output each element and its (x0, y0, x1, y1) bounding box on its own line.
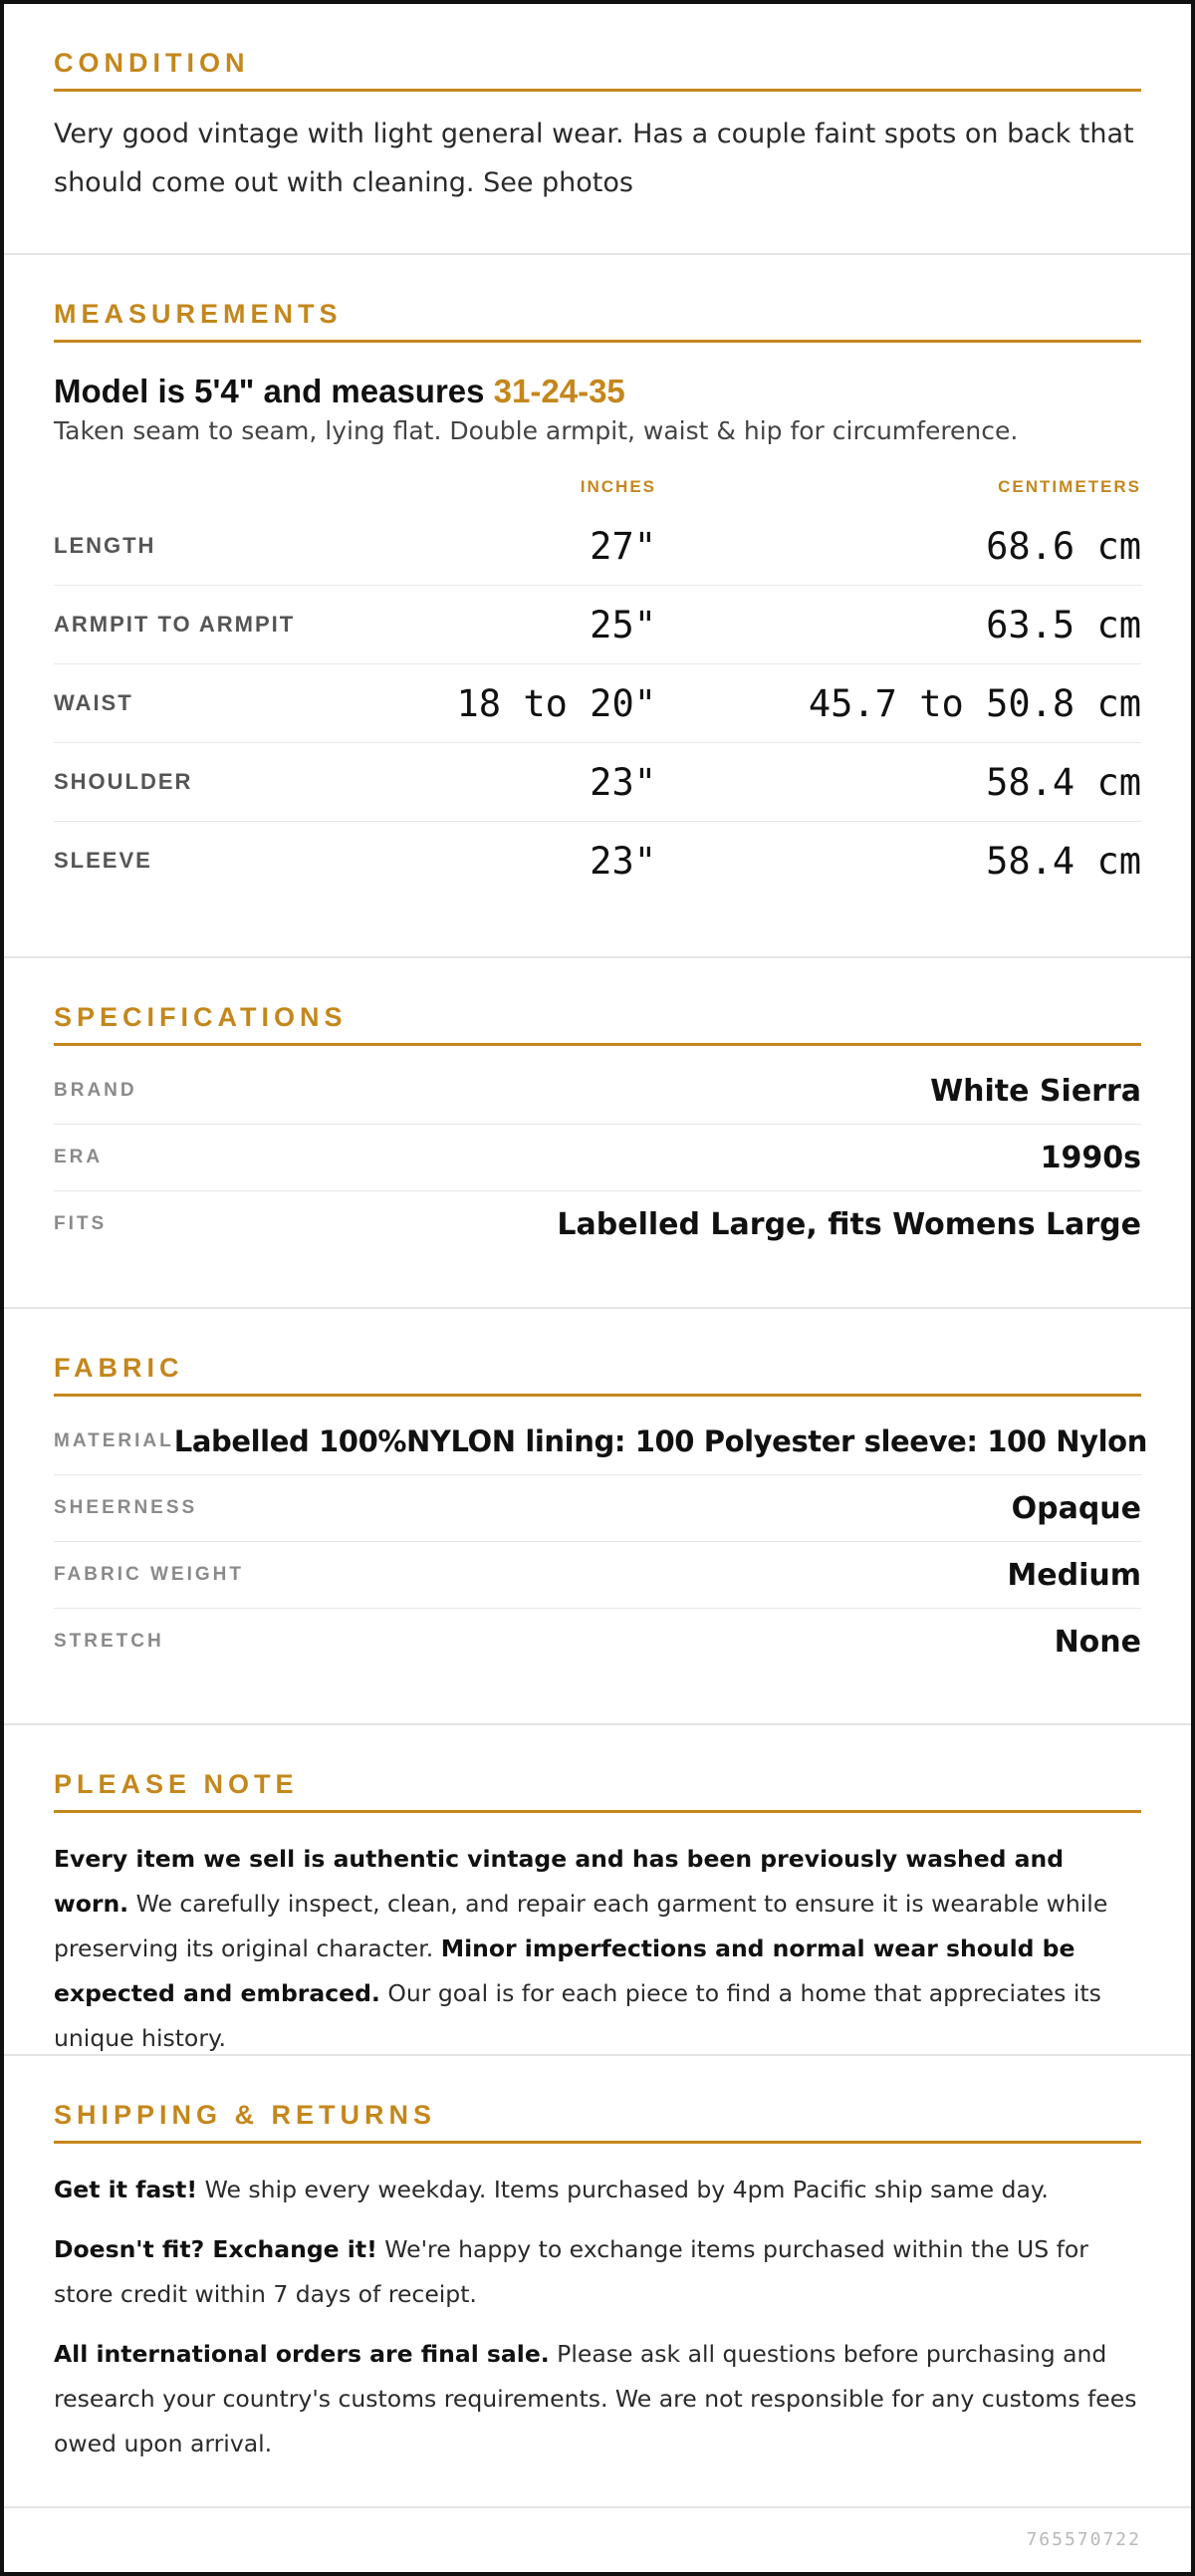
condition-section (4, 4, 1191, 255)
centimeters-column-header: CENTIMETERS (998, 477, 1141, 496)
measurement-inches: 23" (590, 760, 656, 804)
measurement-cm: 68.6 cm (986, 524, 1141, 568)
fabric-label: STRETCH (54, 1631, 164, 1652)
condition-text: Very good vintage with light general wear. Has a couple faint spots on back that should come out with cleaning. See photos (54, 119, 1134, 198)
fabric-value: Medium (1007, 1557, 1141, 1593)
fabric-row-sheerness (54, 1475, 1141, 1542)
fabric-value: None (1054, 1624, 1141, 1660)
measurement-inches: 18 to 20" (456, 681, 656, 725)
measurement-row-armpit (54, 586, 1141, 664)
spec-row-brand (54, 1058, 1141, 1125)
spec-row-fits (54, 1191, 1141, 1257)
specifications-section (4, 958, 1191, 1309)
note-bold-authentic: Every item we sell is authentic vintage and has been previously washed and worn. (54, 1845, 1065, 1918)
model-measurements (54, 373, 1141, 410)
shipping-international (54, 2332, 1141, 2466)
spec-value: White Sierra (930, 1073, 1141, 1109)
note-bold-imperfections: Minor imperfections and normal wear should be expected and embraced. (54, 1934, 1076, 2007)
please-note-title: PLEASE NOTE (54, 1769, 1141, 1813)
spec-row-era (54, 1125, 1141, 1191)
spec-value: 1990s (1040, 1140, 1141, 1175)
measurements-subtitle: Taken seam to seam, lying flat. Double armpit, waist & hip for circumference. (54, 416, 1019, 445)
measurements-title: MEASUREMENTS (54, 299, 1141, 343)
fabric-value: Opaque (1011, 1490, 1141, 1526)
inches-column-header: INCHES (580, 477, 656, 496)
measurement-cm: 58.4 cm (986, 760, 1141, 804)
measurement-cm: 63.5 cm (986, 603, 1141, 646)
fabric-label: FABRIC WEIGHT (54, 1564, 244, 1585)
specifications-title: SPECIFICATIONS (54, 1002, 1141, 1046)
shipping-international-bold: All international orders are final sale. (54, 2340, 550, 2368)
shipping-fast-bold: Get it fast! (54, 2176, 198, 2203)
measurement-label: SHOULDER (54, 769, 193, 794)
shipping-international-text: Please ask all questions before purchasing and research your country's customs requirements. We are not responsible for any customs fees owed upon arrival. (54, 2340, 1137, 2457)
shipping-exchange (54, 2227, 1141, 2317)
shipping-exchange-bold: Doesn't fit? Exchange it! (54, 2235, 377, 2263)
measurements-header-row (54, 467, 1141, 507)
shipping-fast (54, 2168, 1141, 2212)
spec-label: ERA (54, 1147, 104, 1167)
fabric-list (54, 1409, 1147, 1674)
measurements-table (54, 507, 1141, 900)
specifications-list (54, 1058, 1141, 1257)
note-text-goal: Our goal is for each piece to find a home that appreciates its unique history. (54, 1979, 1101, 2052)
measurement-row-length (54, 507, 1141, 586)
measurement-label: WAIST (54, 690, 133, 715)
model-measurements-prefix: Model is 5'4" and measures (54, 373, 494, 409)
spec-label: FITS (54, 1213, 108, 1234)
measurement-row-sleeve (54, 822, 1141, 900)
measurement-label: ARMPIT TO ARMPIT (54, 612, 296, 637)
measurements-section (4, 255, 1191, 958)
note-text-inspect: We carefully inspect, clean, and repair each garment to ensure it is wearable while preserving its original character. (54, 1890, 1108, 1962)
condition-title: CONDITION (54, 48, 1141, 92)
measurement-inches: 25" (590, 603, 656, 646)
fabric-row-stretch (54, 1609, 1141, 1674)
measurement-inches: 27" (590, 524, 656, 568)
shipping-fast-text: We ship every weekday. Items purchased by 4pm Pacific ship same day. (197, 2176, 1049, 2203)
fabric-row-material (54, 1409, 1147, 1475)
measurement-cm: 58.4 cm (986, 839, 1141, 883)
please-note-text (54, 1837, 1141, 2061)
fabric-section (4, 1309, 1191, 1725)
fabric-label: SHEERNESS (54, 1497, 198, 1518)
fabric-row-weight (54, 1542, 1141, 1609)
please-note-section (4, 1725, 1191, 2056)
shipping-returns-section (4, 2056, 1191, 2508)
measurement-cm: 45.7 to 50.8 cm (808, 681, 1141, 725)
measurement-row-shoulder (54, 743, 1141, 822)
measurement-inches: 23" (590, 839, 656, 883)
shipping-exchange-text: We're happy to exchange items purchased within the US for store credit within 7 days of receipt. (54, 2235, 1088, 2308)
fabric-label: MATERIAL (54, 1430, 174, 1451)
model-measurements-value: 31-24-35 (493, 373, 625, 409)
measurement-row-waist (54, 664, 1141, 743)
spec-label: BRAND (54, 1080, 137, 1101)
spec-value: Labelled Large, fits Womens Large (557, 1206, 1141, 1242)
fabric-title: FABRIC (54, 1353, 1141, 1397)
product-id: 765570722 (1026, 2529, 1141, 2550)
fabric-value: Labelled 100%NYLON lining: 100 Polyester sleeve: 100 Nylon (173, 1424, 1147, 1458)
measurement-label: LENGTH (54, 533, 156, 558)
shipping-returns-title: SHIPPING & RETURNS (54, 2100, 1141, 2144)
measurement-label: SLEEVE (54, 848, 152, 873)
